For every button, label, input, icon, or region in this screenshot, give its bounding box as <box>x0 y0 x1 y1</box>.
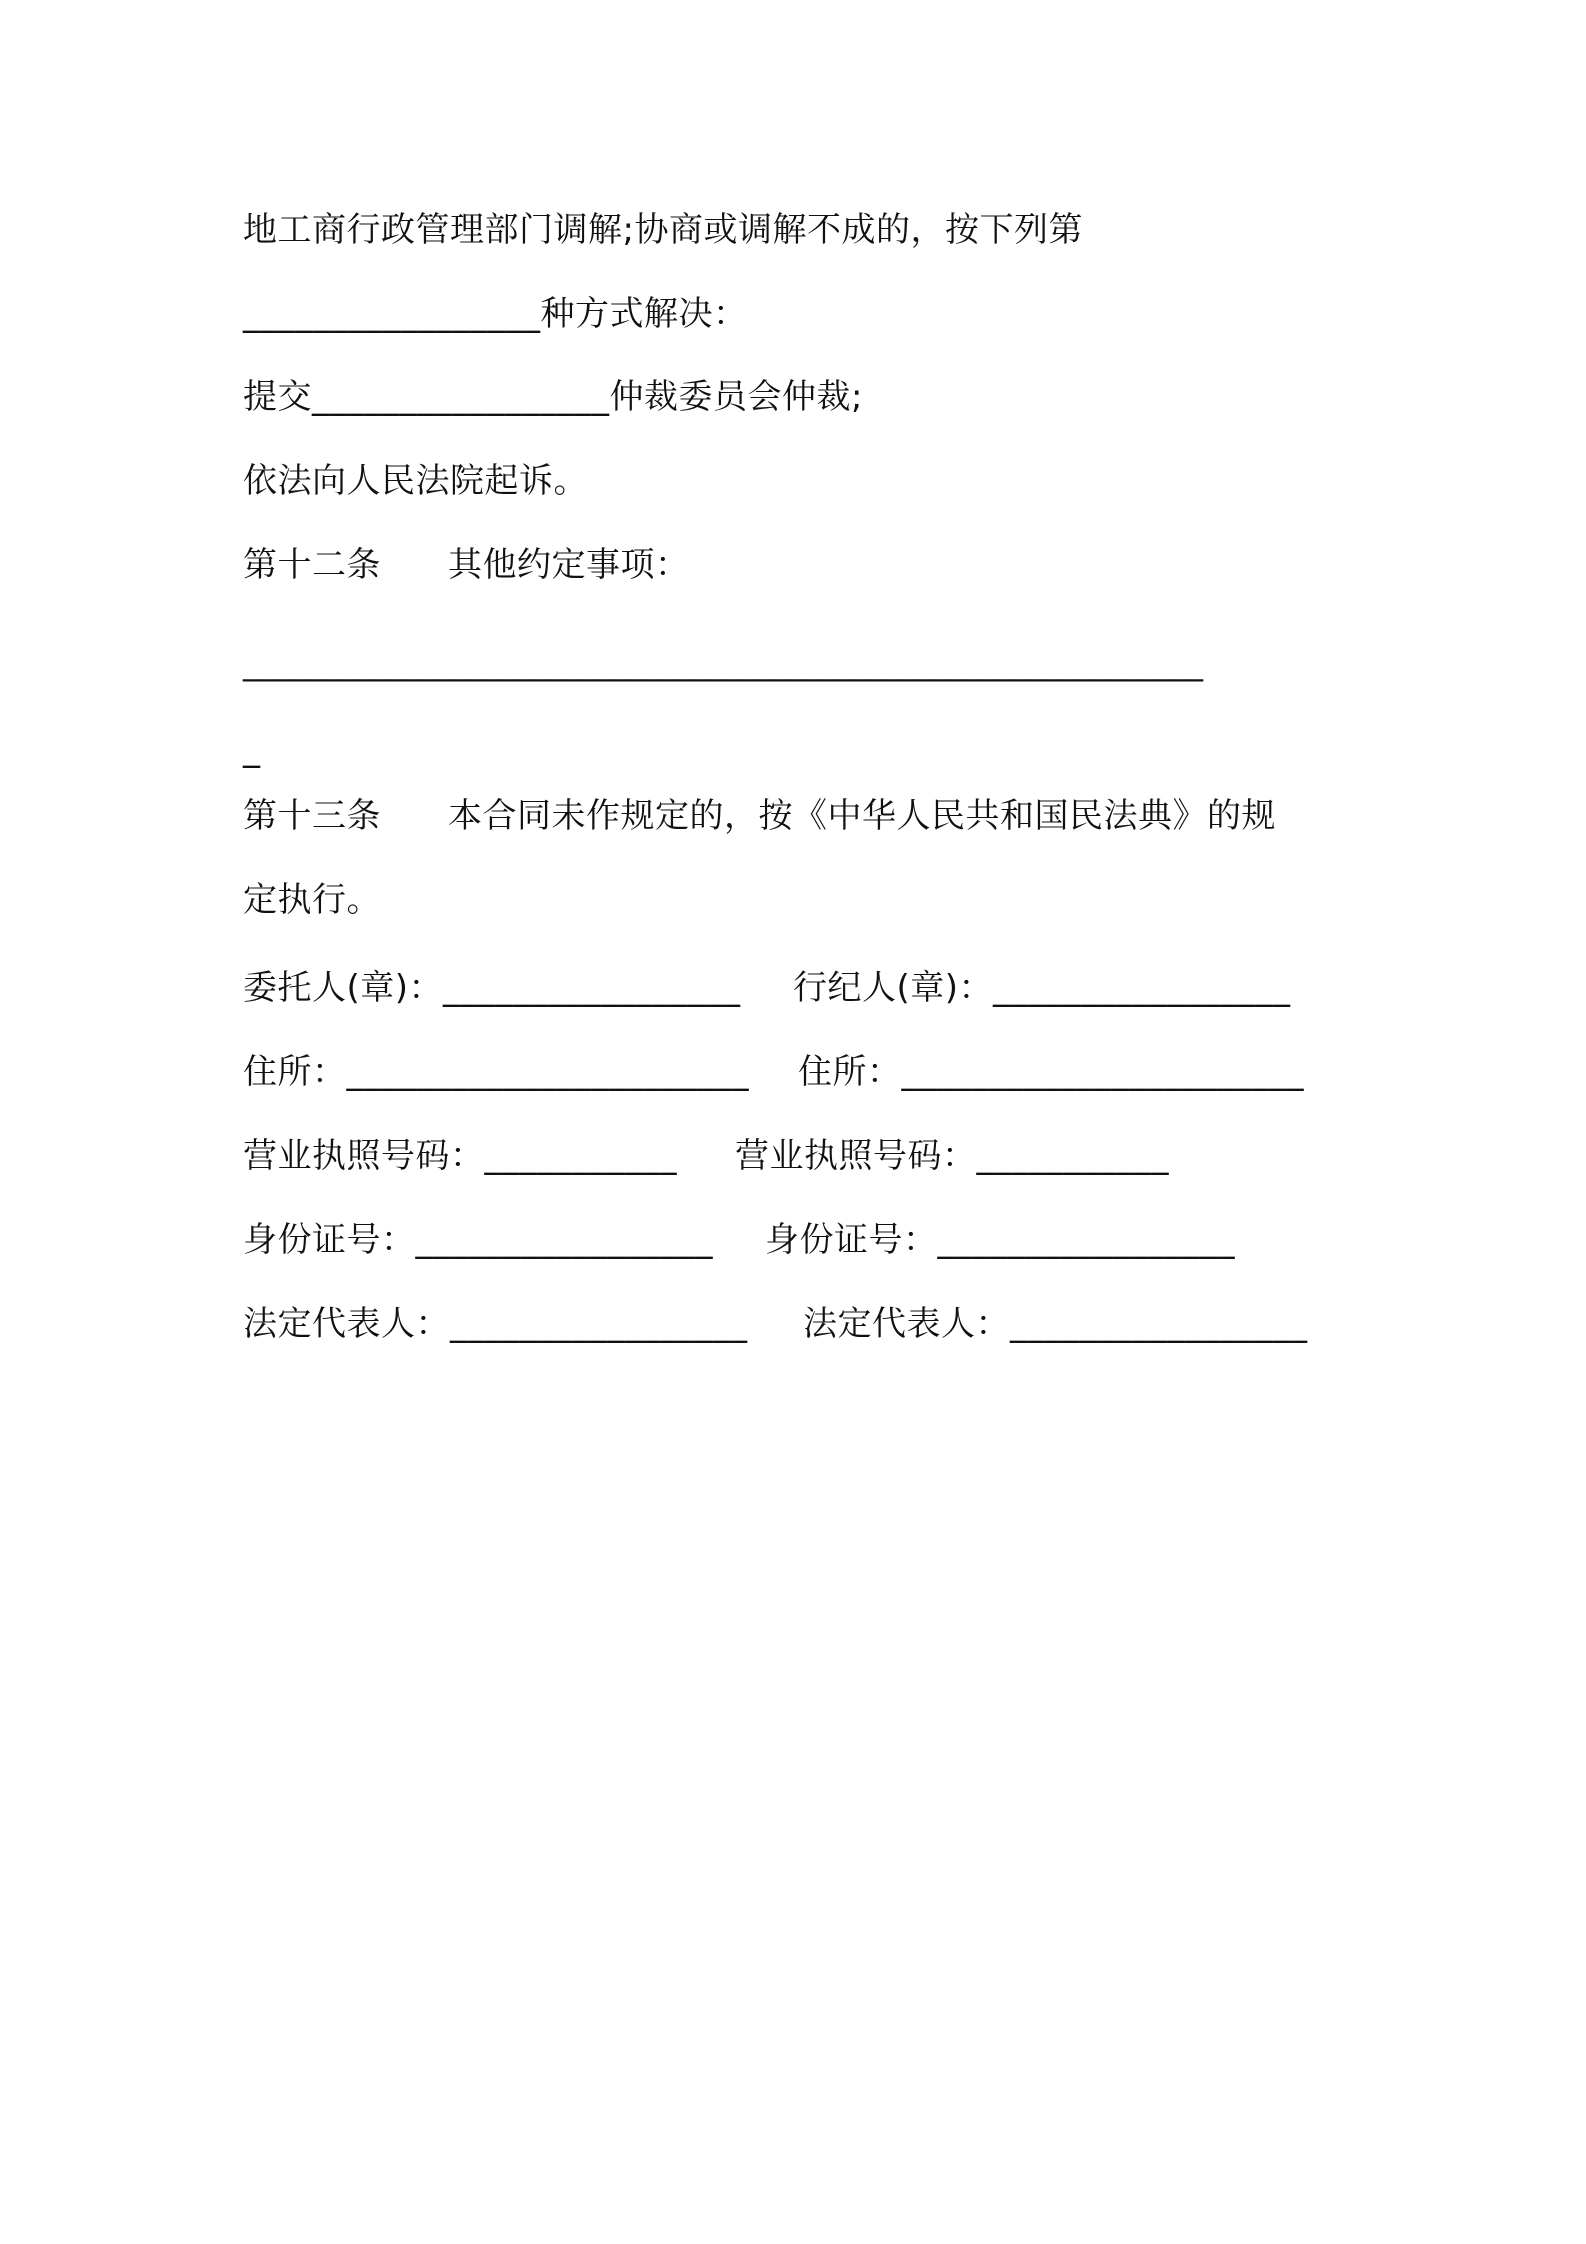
principal-address-field: 住所：_______________________ <box>243 1052 749 1092</box>
article-12-text: 其他约定事项： <box>448 545 690 585</box>
paragraph-line-litigation: 依法向人民法院起诉。 <box>243 461 588 501</box>
broker-seal-field: 行纪人(章)：_________________ <box>793 968 1291 1008</box>
principal-seal-field: 委托人(章)：_________________ <box>243 968 741 1008</box>
paragraph-line-dispute: 地工商行政管理部门调解;协商或调解不成的，按下列第 <box>243 210 1083 250</box>
article-12-number: 第十二条 <box>243 545 381 585</box>
principal-id-field: 身份证号：_________________ <box>243 1220 713 1260</box>
broker-representative-field: 法定代表人：_________________ <box>803 1304 1308 1344</box>
paragraph-line-method: _________________种方式解决： <box>243 294 748 334</box>
paragraph-line-arbitration: 提交_________________仲裁委员会仲裁; <box>243 377 863 417</box>
broker-id-field: 身份证号：_________________ <box>765 1220 1235 1260</box>
principal-license-field: 营业执照号码：___________ <box>243 1136 677 1176</box>
signature-row-address <box>243 1050 1304 1094</box>
signature-row-license <box>243 1134 1169 1178</box>
article-13-text: 本合同未作规定的，按《中华人民共和国民法典》的规 <box>448 796 1276 836</box>
article-12-fill-tail: _ <box>243 729 261 769</box>
principal-representative-field: 法定代表人：_________________ <box>243 1304 748 1344</box>
signature-row-principal <box>243 966 1291 1010</box>
article-12 <box>243 543 690 587</box>
signature-row-representative <box>243 1302 1308 1346</box>
article-13-continuation: 定执行。 <box>243 880 381 920</box>
article-12-fill-line: ____________________________________________________________ <box>243 644 1203 682</box>
broker-license-field: 营业执照号码：___________ <box>735 1136 1169 1176</box>
signature-row-id <box>243 1218 1235 1262</box>
article-13 <box>243 794 1276 838</box>
article-13-number: 第十三条 <box>243 796 381 836</box>
broker-address-field: 住所：_______________________ <box>798 1052 1304 1092</box>
